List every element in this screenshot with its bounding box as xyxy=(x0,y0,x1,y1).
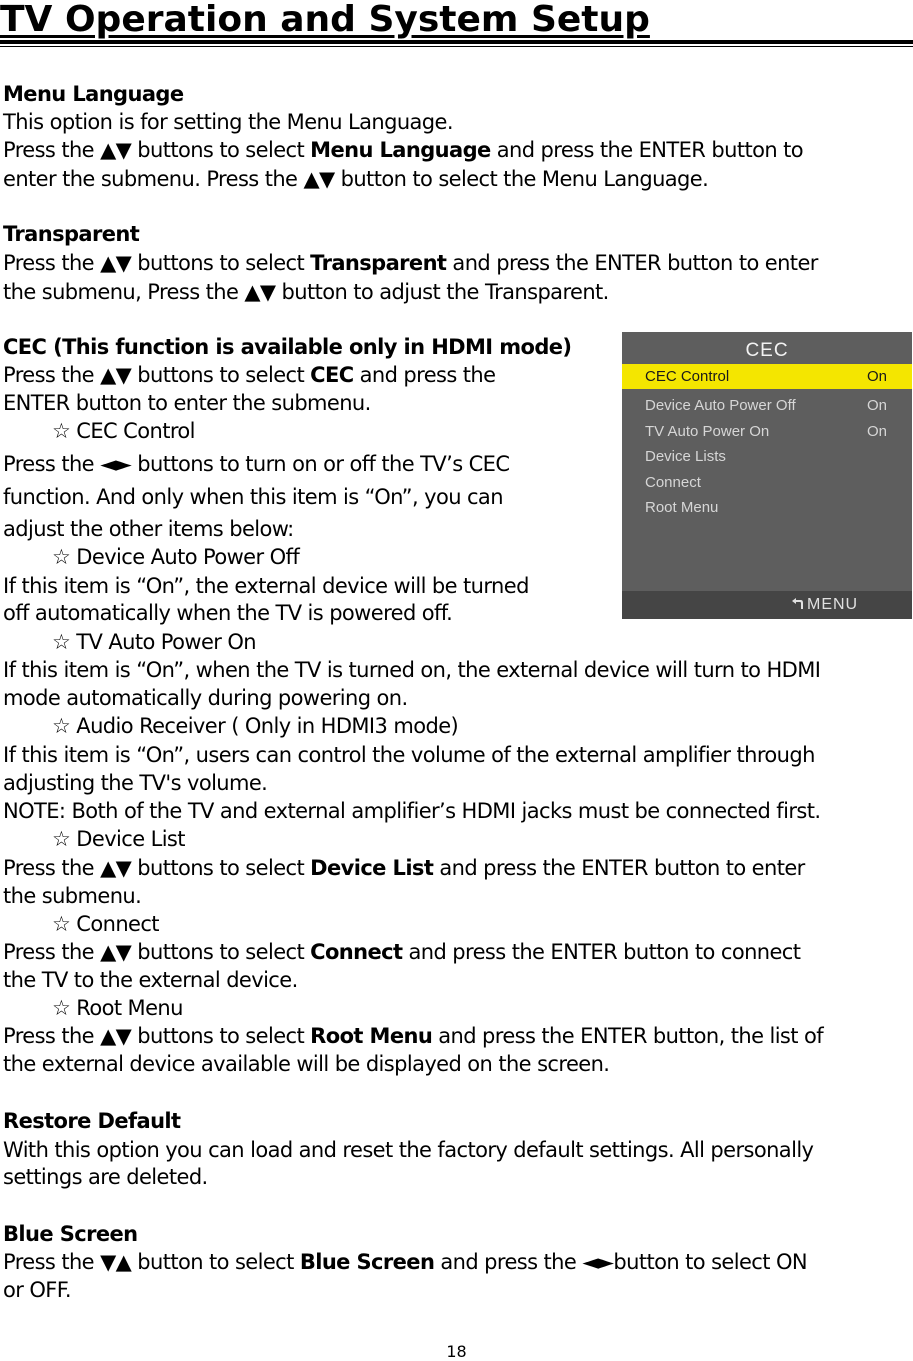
paragraph-line: adjusting the TV's volume. xyxy=(3,771,268,795)
item-title-cec-control: ☆ CEC Control xyxy=(52,419,195,443)
paragraph-line: function. And only when this item is “On”, you can xyxy=(3,485,503,509)
item-title-root-menu: ☆ Root Menu xyxy=(52,996,183,1020)
item-title-audio-receiver: ☆ Audio Receiver ( Only in HDMI3 mode) xyxy=(52,714,459,738)
paragraph-line: If this item is “On”, the external device will be turned xyxy=(3,574,529,598)
paragraph-line: mode automatically during powering on. xyxy=(3,686,408,710)
menu-label: MENU xyxy=(807,596,859,613)
title-rule-thin xyxy=(0,46,913,47)
page-title: TV Operation and System Setup xyxy=(0,0,650,40)
paragraph-line: Press the ▲▼ buttons to select Menu Language and press the ENTER button to xyxy=(3,138,803,162)
paragraph-line: the submenu, Press the ▲▼ button to adjust the Transparent. xyxy=(3,280,609,304)
osd-row-label: Root Menu xyxy=(645,499,719,516)
osd-row-label: Device Auto Power Off xyxy=(645,397,796,414)
paragraph-line: off automatically when the TV is powered off. xyxy=(3,601,453,625)
osd-row-label: TV Auto Power On xyxy=(645,423,770,440)
paragraph-line: Press the ▲▼ buttons to select CEC and press the xyxy=(3,363,496,387)
osd-row-tv-auto-power-on xyxy=(622,419,912,444)
paragraph-line: With this option you can load and reset the factory default settings. All personally xyxy=(3,1138,814,1162)
paragraph-line: Press the ▼▲ button to select Blue Screen and press the ◄►button to select ON xyxy=(3,1250,807,1274)
paragraph-line: the TV to the external device. xyxy=(3,968,298,992)
osd-row-cec-control xyxy=(622,364,912,389)
note-line: NOTE: Both of the TV and external amplifier’s HDMI jacks must be connected first. xyxy=(3,799,821,823)
osd-row-device-lists xyxy=(622,444,912,469)
paragraph-line: or OFF. xyxy=(3,1278,71,1302)
osd-title: CEC xyxy=(745,340,789,361)
section-heading-restore-default: Restore Default xyxy=(3,1109,181,1133)
paragraph-line: Press the ▲▼ buttons to select Root Menu and press the ENTER button, the list of xyxy=(3,1024,824,1048)
paragraph-line: settings are deleted. xyxy=(3,1165,208,1189)
item-title-device-list: ☆ Device List xyxy=(52,827,185,851)
title-rule xyxy=(0,40,913,44)
paragraph-line: Press the ▲▼ buttons to select Connect and press the ENTER button to connect xyxy=(3,940,801,964)
cec-osd-screenshot xyxy=(622,332,912,619)
osd-row-value: On xyxy=(866,368,887,385)
section-heading-cec: CEC (This function is available only in HDMI mode) xyxy=(3,335,572,359)
osd-footer-menu xyxy=(790,596,858,614)
osd-footer xyxy=(622,591,912,619)
osd-row-label: Connect xyxy=(645,474,701,491)
item-title-connect: ☆ Connect xyxy=(52,912,159,936)
osd-row-label: Device Lists xyxy=(645,448,726,465)
paragraph-line: Press the ▲▼ buttons to select Transparent and press the ENTER button to enter xyxy=(3,251,818,275)
paragraph-line: If this item is “On”, when the TV is turned on, the external device will turn to HDMI xyxy=(3,658,821,682)
osd-row-device-auto-power-off xyxy=(622,393,912,418)
paragraph-line: Press the ▲▼ buttons to select Device List and press the ENTER button to enter xyxy=(3,856,805,880)
section-heading-transparent: Transparent xyxy=(3,222,140,246)
paragraph-line: the external device available will be displayed on the screen. xyxy=(3,1052,610,1076)
paragraph-line: ENTER button to enter the submenu. xyxy=(3,391,371,415)
osd-row-value: On xyxy=(866,397,887,414)
paragraph-line: the submenu. xyxy=(3,884,142,908)
section-heading-menu-language: Menu Language xyxy=(3,82,184,106)
page-number: 18 xyxy=(446,1342,467,1361)
item-title-device-auto-power-off: ☆ Device Auto Power Off xyxy=(52,545,300,569)
osd-row-value: On xyxy=(866,423,887,440)
item-title-tv-auto-power-on: ☆ TV Auto Power On xyxy=(52,630,257,654)
osd-row-label: CEC Control xyxy=(645,368,730,385)
osd-row-connect xyxy=(622,470,912,495)
section-heading-blue-screen: Blue Screen xyxy=(3,1222,138,1246)
return-icon xyxy=(790,598,804,610)
paragraph-line: This option is for setting the Menu Language. xyxy=(3,110,453,134)
paragraph-line: If this item is “On”, users can control the volume of the external amplifier through xyxy=(3,743,815,767)
paragraph-line: adjust the other items below: xyxy=(3,517,294,541)
osd-row-root-menu xyxy=(622,495,912,520)
paragraph-line: enter the submenu. Press the ▲▼ button to select the Menu Language. xyxy=(3,167,709,191)
paragraph-line: Press the ◄► buttons to turn on or off the TV’s CEC xyxy=(3,452,510,476)
